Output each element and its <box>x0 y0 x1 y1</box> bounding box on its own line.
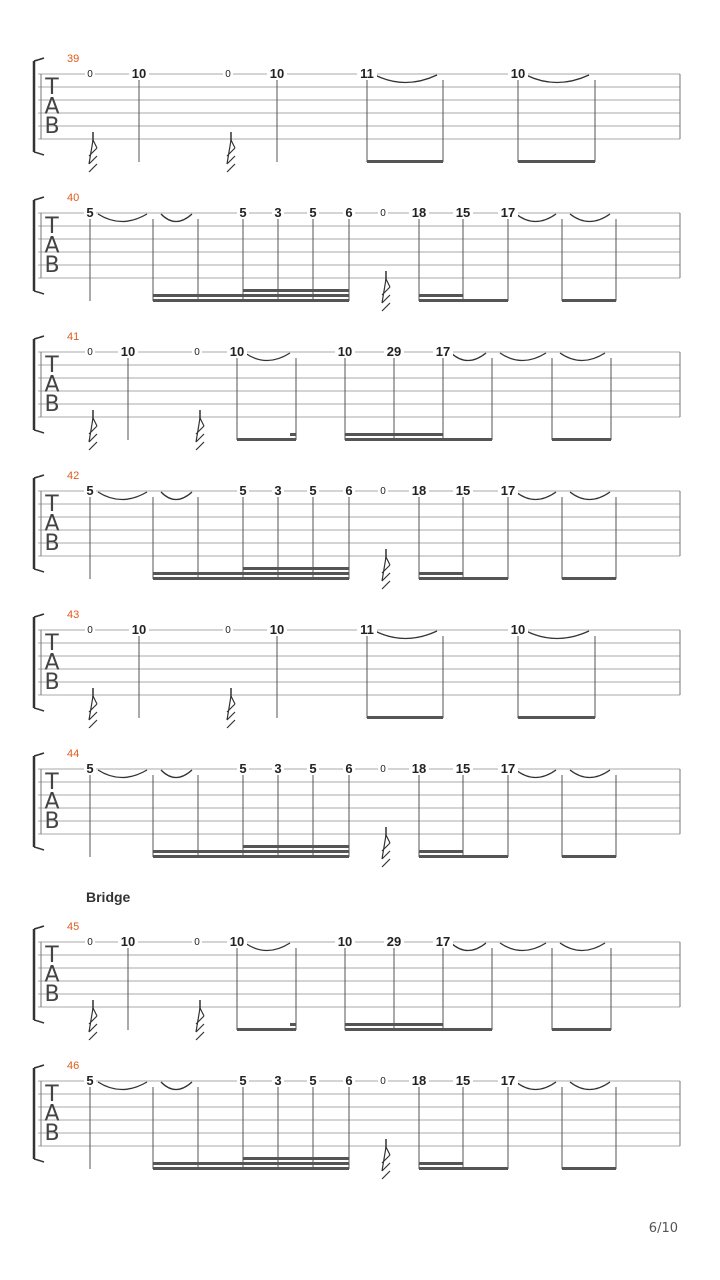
tie-curve <box>516 770 556 778</box>
fret-number: 5 <box>86 205 94 220</box>
bracket-hook <box>34 753 44 850</box>
tab-clef-letter: A <box>44 962 60 988</box>
fret-number: 5 <box>309 205 317 220</box>
beam <box>562 299 616 302</box>
strum-arpeggio-mark <box>89 1008 97 1040</box>
fret-number: 6 <box>345 483 353 498</box>
fret-number: 5 <box>239 1073 247 1088</box>
tab-clef-letter: T <box>45 492 59 517</box>
tab-clef-letter: T <box>45 1082 59 1107</box>
fret-number: 5 <box>309 483 317 498</box>
fret-number: 6 <box>345 1073 353 1088</box>
fret-number: 0 <box>194 347 200 358</box>
measure-number: 46 <box>67 1060 80 1072</box>
beam <box>419 294 463 297</box>
tab-clef-letter: A <box>44 789 60 815</box>
fret-number: 10 <box>131 622 147 637</box>
fret-number: 18 <box>411 1073 427 1088</box>
tab-clef-letter: B <box>44 392 60 417</box>
fret-number: 18 <box>411 205 427 220</box>
fret-number: 5 <box>309 1073 317 1088</box>
tie-curve <box>245 943 290 951</box>
fret-number: 5 <box>239 205 247 220</box>
fret-number: 5 <box>86 1073 94 1088</box>
measure-number: 45 <box>67 921 80 933</box>
bracket-hook <box>34 614 44 711</box>
strum-arpeggio-mark <box>382 557 390 589</box>
measure-number: 39 <box>67 53 80 65</box>
beam <box>419 299 508 302</box>
beam <box>153 577 349 580</box>
fret-number: 0 <box>87 69 93 80</box>
fret-number: 17 <box>500 483 516 498</box>
strum-arpeggio-mark <box>382 835 390 867</box>
tie-curve <box>500 353 546 361</box>
tie-curve <box>375 75 437 83</box>
beam <box>518 160 595 163</box>
tab-clef-letter: A <box>44 372 60 398</box>
tab-clef-letter: T <box>45 353 59 378</box>
beam <box>243 567 349 570</box>
bracket-hook <box>34 197 44 294</box>
fret-number: 0 <box>380 1076 386 1087</box>
fret-number: 10 <box>269 66 285 81</box>
bracket-hook <box>34 926 44 1023</box>
tab-system <box>34 921 680 1040</box>
fret-number: 10 <box>269 622 285 637</box>
fret-number: 10 <box>337 934 353 949</box>
fret-number: 5 <box>86 483 94 498</box>
fret-number: 5 <box>239 761 247 776</box>
fret-number: 3 <box>274 205 282 220</box>
tab-clef-letter: B <box>44 1121 60 1146</box>
tab-clef-letter: A <box>44 94 60 120</box>
fret-number: 18 <box>411 483 427 498</box>
beam <box>237 438 296 441</box>
strum-arpeggio-mark <box>382 279 390 311</box>
fret-number: 10 <box>510 66 526 81</box>
fret-number: 0 <box>380 486 386 497</box>
beam <box>243 289 349 292</box>
beam <box>153 855 349 858</box>
beam <box>290 1023 296 1026</box>
bracket-hook <box>34 58 44 155</box>
fret-number: 6 <box>345 761 353 776</box>
tie-curve <box>245 353 290 361</box>
fret-number: 0 <box>380 764 386 775</box>
fret-number: 6 <box>345 205 353 220</box>
fret-number: 11 <box>360 66 374 81</box>
tie-curve <box>570 214 610 222</box>
fret-number: 10 <box>229 934 245 949</box>
tab-clef-letter: A <box>44 1101 60 1127</box>
beam <box>419 1162 463 1165</box>
fret-number: 11 <box>360 622 374 637</box>
fret-number: 17 <box>500 205 516 220</box>
strum-arpeggio-mark <box>89 140 97 172</box>
tab-clef-letter: B <box>44 809 60 834</box>
bracket-hook <box>34 1065 44 1162</box>
tab-clef-letter: T <box>45 75 59 100</box>
strum-arpeggio-mark <box>227 140 235 172</box>
fret-number: 0 <box>194 937 200 948</box>
tie-curve <box>451 943 486 951</box>
tie-curve <box>516 214 556 222</box>
fret-number: 10 <box>510 622 526 637</box>
tie-curve <box>560 353 605 361</box>
tab-clef-letter: T <box>45 943 59 968</box>
tie-curve <box>526 75 589 83</box>
tab-clef-letter: A <box>44 511 60 537</box>
fret-number: 15 <box>455 483 471 498</box>
fret-number: 0 <box>87 937 93 948</box>
beam <box>153 1162 349 1165</box>
fret-number: 29 <box>386 934 402 949</box>
strum-arpeggio-mark <box>89 696 97 728</box>
beam <box>345 438 492 441</box>
tab-clef-letter: T <box>45 631 59 656</box>
beam <box>345 1028 492 1031</box>
tie-curve <box>560 943 605 951</box>
beam <box>562 577 616 580</box>
beam <box>552 438 611 441</box>
fret-number: 3 <box>274 483 282 498</box>
tie-curve <box>570 770 610 778</box>
tab-system <box>34 53 680 172</box>
measure-number: 44 <box>67 748 80 760</box>
bracket-hook <box>34 475 44 572</box>
measure-number: 41 <box>67 331 80 343</box>
beam <box>290 433 296 436</box>
tie-curve <box>98 770 147 778</box>
fret-number: 5 <box>86 761 94 776</box>
fret-number: 15 <box>455 1073 471 1088</box>
tab-system <box>34 470 680 589</box>
beam <box>419 850 463 853</box>
beam <box>552 1028 611 1031</box>
fret-number: 0 <box>225 625 231 636</box>
fret-number: 0 <box>380 208 386 219</box>
beam <box>153 1167 349 1170</box>
tab-clef-letter: B <box>44 531 60 556</box>
fret-number: 10 <box>120 934 136 949</box>
strum-arpeggio-mark <box>196 1008 204 1040</box>
strum-arpeggio-mark <box>89 418 97 450</box>
strum-arpeggio-mark <box>196 418 204 450</box>
tab-clef-letter: A <box>44 233 60 259</box>
beam <box>562 855 616 858</box>
beam <box>345 1023 443 1026</box>
fret-number: 10 <box>337 344 353 359</box>
tie-curve <box>570 1082 610 1090</box>
fret-number: 3 <box>274 1073 282 1088</box>
tie-curve <box>375 631 437 639</box>
tie-curve <box>98 1082 147 1090</box>
tie-curve <box>516 1082 556 1090</box>
fret-number: 10 <box>120 344 136 359</box>
tie-curve <box>161 770 192 778</box>
fret-number: 3 <box>274 761 282 776</box>
beam <box>419 1167 508 1170</box>
tie-curve <box>161 492 192 500</box>
tie-curve <box>526 631 589 639</box>
tab-clef-letter: A <box>44 650 60 676</box>
fret-number: 17 <box>500 761 516 776</box>
fret-number: 10 <box>131 66 147 81</box>
tie-curve <box>500 943 546 951</box>
tab-system <box>34 609 680 728</box>
fret-number: 0 <box>225 69 231 80</box>
measure-number: 40 <box>67 192 80 204</box>
beam <box>367 160 443 163</box>
tab-clef-letter: B <box>44 982 60 1007</box>
beam <box>419 855 508 858</box>
measure-number: 43 <box>67 609 80 621</box>
section-label-bridge: Bridge <box>86 889 131 905</box>
fret-number: 17 <box>435 344 451 359</box>
fret-number: 29 <box>386 344 402 359</box>
tie-curve <box>161 1082 192 1090</box>
measure-number: 42 <box>67 470 80 482</box>
fret-number: 17 <box>435 934 451 949</box>
bracket-hook <box>34 336 44 433</box>
fret-number: 17 <box>500 1073 516 1088</box>
tab-clef-letter: B <box>44 253 60 278</box>
strum-arpeggio-mark <box>382 1147 390 1179</box>
beam <box>153 572 349 575</box>
fret-number: 10 <box>229 344 245 359</box>
tie-curve <box>98 492 147 500</box>
tab-clef-letter: B <box>44 114 60 139</box>
tab-clef-letter: T <box>45 214 59 239</box>
fret-number: 0 <box>87 625 93 636</box>
beam <box>243 1157 349 1160</box>
fret-number: 18 <box>411 761 427 776</box>
tab-clef-letter: B <box>44 670 60 695</box>
tab-clef-letter: T <box>45 770 59 795</box>
strum-arpeggio-mark <box>227 696 235 728</box>
fret-number: 5 <box>239 483 247 498</box>
beam <box>153 850 349 853</box>
beam <box>237 1028 296 1031</box>
tab-system <box>34 331 680 450</box>
tie-curve <box>516 492 556 500</box>
beam <box>518 716 595 719</box>
page-number: 6/10 <box>648 1221 678 1236</box>
tab-system <box>34 192 680 311</box>
fret-number: 5 <box>309 761 317 776</box>
beam <box>562 1167 616 1170</box>
beam <box>345 433 443 436</box>
beam <box>419 572 463 575</box>
beam <box>243 845 349 848</box>
tab-system <box>34 1060 680 1179</box>
beam <box>367 716 443 719</box>
beam <box>419 577 508 580</box>
fret-number: 15 <box>455 761 471 776</box>
beam <box>153 299 349 302</box>
beam <box>153 294 349 297</box>
fret-number: 15 <box>455 205 471 220</box>
tie-curve <box>451 353 486 361</box>
tab-system <box>34 748 680 867</box>
tie-curve <box>98 214 147 222</box>
tie-curve <box>570 492 610 500</box>
tie-curve <box>161 214 192 222</box>
fret-number: 0 <box>87 347 93 358</box>
